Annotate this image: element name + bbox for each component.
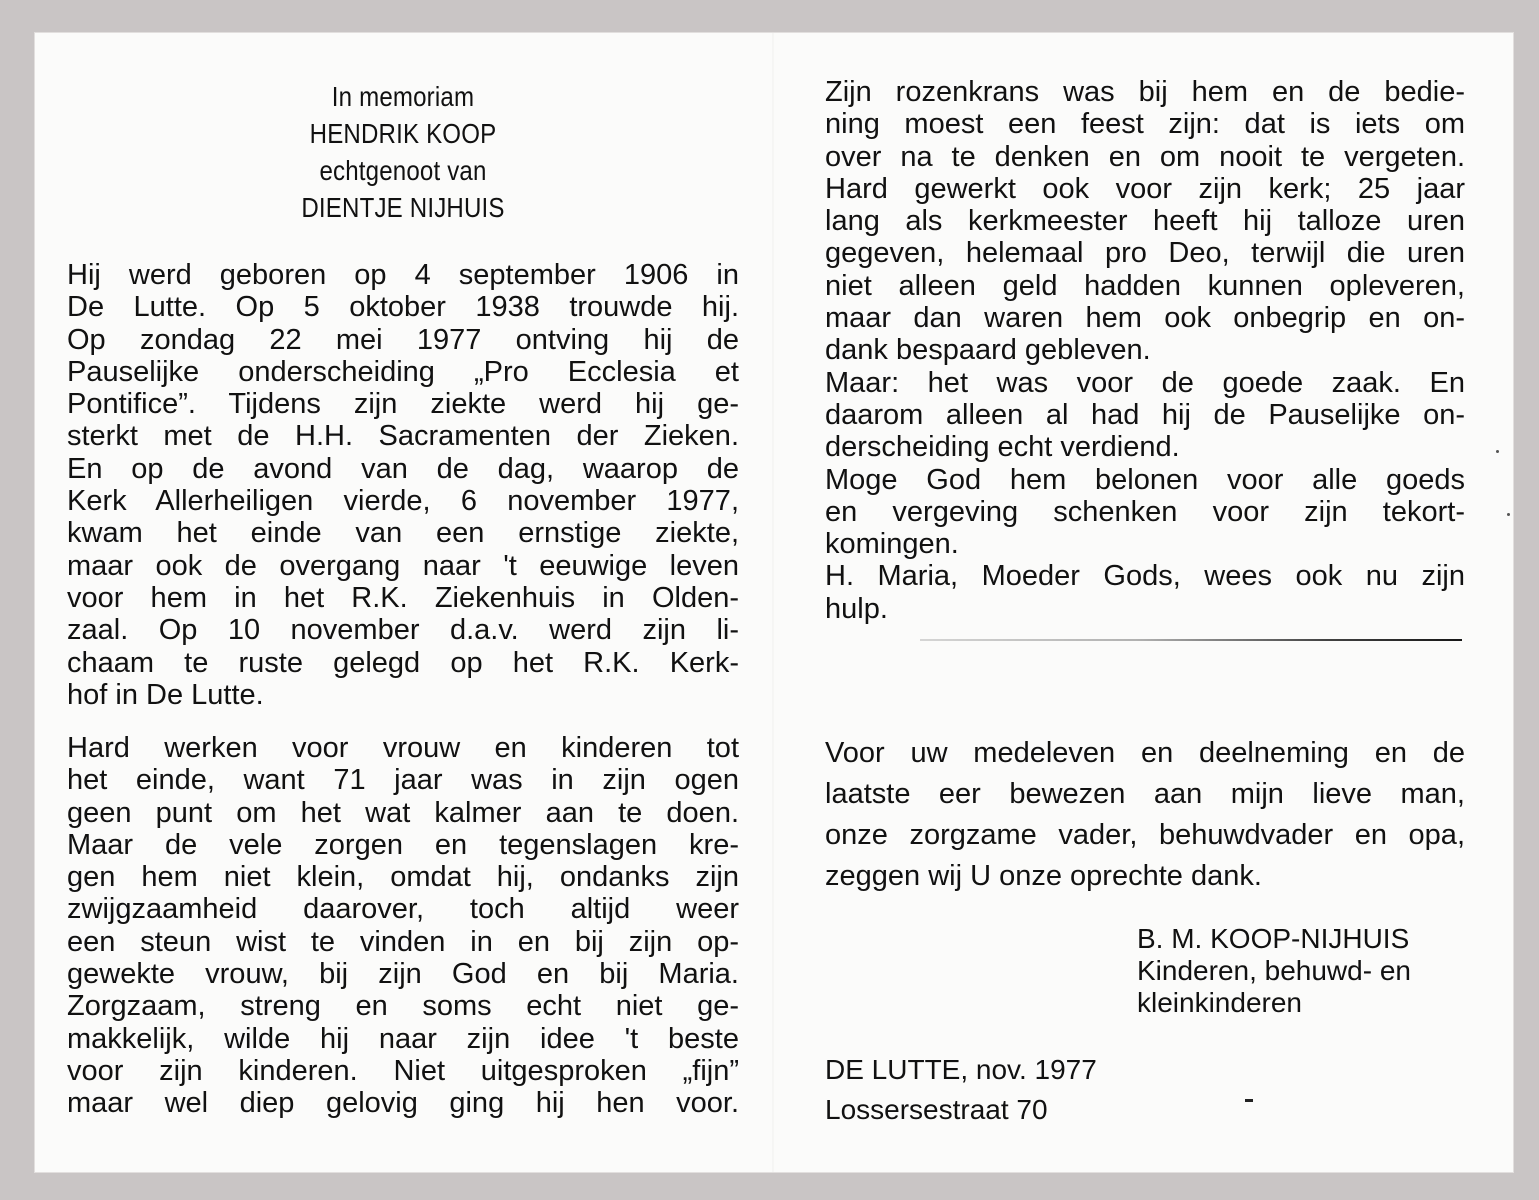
print-mark [1245, 1099, 1253, 1102]
character-paragraph [67, 732, 739, 1120]
thanks-paragraph [825, 733, 1465, 897]
text-line: hof in De Lutte. [67, 678, 264, 711]
text-line: chaam te ruste gelegd op het R.K. Kerk- [67, 646, 739, 679]
text-line: geen punt om het wat kalmer aan te doen. [67, 796, 739, 829]
text-line: gegeven, helemaal pro Deo, terwijl die uren [825, 237, 1465, 270]
faith-paragraph [825, 76, 1465, 625]
text-line: Kerk Allerheiligen vierde, 6 november 1977, [67, 485, 739, 518]
text-line: maar ook de overgang naar 't eeuwige leven [67, 549, 739, 582]
spouse-name: DIENTJE NIJHUIS [301, 192, 505, 223]
text-line: een steun wist te vinden in en bij zijn op- [67, 925, 739, 958]
signature-block [1137, 923, 1477, 1019]
deceased-name: HENDRIK KOOP [309, 118, 497, 149]
text-line: hulp. [825, 592, 888, 625]
text-line: ning moest een feest zijn: dat is iets om [825, 108, 1465, 141]
paper-speck [1507, 513, 1510, 516]
memorial-card [35, 33, 1513, 1172]
text-line: Moge God hem belonen voor alle goeds [825, 463, 1465, 496]
text-line: en vergeving schenken voor zijn tekort- [825, 495, 1465, 528]
heading-title: In memoriam [331, 81, 475, 112]
relation-text: echtgenoot van [319, 155, 487, 186]
text-line: Hard gewerkt ook voor zijn kerk; 25 jaar [825, 172, 1465, 205]
text-line: sterkt met de H.H. Sacramenten der Zieken. [67, 420, 739, 453]
biography-paragraph [67, 259, 739, 711]
text-line: het einde, want 71 jaar was in zijn ogen [67, 764, 739, 797]
signatory-name: B. M. KOOP-NIJHUIS [1137, 923, 1410, 954]
text-line: Hij werd geboren op 4 september 1906 in [67, 259, 739, 291]
text-line: De Lutte. Op 5 oktober 1938 trouwde hij. [67, 291, 739, 324]
text-line: Maar de vele zorgen en tegenslagen kre- [67, 828, 739, 861]
text-line: Zorgzaam, streng en soms echt niet ge- [67, 990, 739, 1023]
signatory-family: Kinderen, behuwd- en [1137, 955, 1411, 986]
text-line: makkelijk, wilde hij naar zijn idee 't beste [67, 1022, 739, 1055]
text-line: maar wel diep gelovig ging hij hen voor. [67, 1087, 739, 1120]
text-line: Pontifice”. Tijdens zijn ziekte werd hij ge- [67, 388, 739, 421]
center-fold [772, 33, 774, 1172]
text-line: gewekte vrouw, bij zijn God en bij Maria. [67, 958, 739, 991]
text-line: Voor uw medeleven en deelneming en de [825, 737, 1465, 769]
place-date: DE LUTTE, nov. 1977 [825, 1054, 1097, 1085]
text-line: niet alleen geld hadden kunnen opleveren, [825, 269, 1465, 302]
text-line: kwam het einde van een ernstige ziekte, [67, 517, 739, 550]
signatory-family: kleinkinderen [1137, 987, 1302, 1018]
text-line: Pauselijke onderscheiding „Pro Ecclesia et [67, 355, 739, 388]
text-line: zaal. Op 10 november d.a.v. werd zijn li- [67, 614, 739, 647]
text-line: komingen. [825, 528, 959, 561]
text-line: dank bespaard gebleven. [825, 334, 1151, 367]
memorial-heading [67, 78, 739, 226]
text-line: En op de avond van de dag, waarop de [67, 452, 739, 485]
text-line: zwijgzaamheid daarover, toch altijd weer [67, 893, 739, 926]
text-line: over na te denken en om nooit te vergeten. [825, 140, 1465, 173]
text-line: laatste eer bewezen aan mijn lieve man, [825, 778, 1465, 810]
text-line: maar dan waren hem ook onbegrip en on- [825, 302, 1465, 335]
separator-line [920, 639, 1462, 641]
text-line: lang als kerkmeester heeft hij talloze uren [825, 205, 1465, 238]
text-line: Maar: het was voor de goede zaak. En [825, 366, 1465, 399]
text-line: Zijn rozenkrans was bij hem en de bedie- [825, 76, 1465, 108]
text-line: onze zorgzame vader, behuwdvader en opa, [825, 819, 1465, 851]
text-line: daarom alleen al had hij de Pauselijke on- [825, 398, 1465, 431]
text-line: derscheiding echt verdiend. [825, 431, 1180, 464]
text-line: voor hem in het R.K. Ziekenhuis in Olden- [67, 581, 739, 614]
text-line: gen hem niet klein, omdat hij, ondanks zijn [67, 861, 739, 894]
street-address: Lossersestraat 70 [825, 1094, 1048, 1125]
text-line: Hard werken voor vrouw en kinderen tot [67, 732, 739, 764]
location-block [825, 1050, 1097, 1130]
text-line: voor zijn kinderen. Niet uitgesproken „fijn” [67, 1054, 739, 1087]
text-line: H. Maria, Moeder Gods, wees ook nu zijn [825, 560, 1465, 593]
paper-speck [1496, 450, 1499, 453]
text-line: zeggen wij U onze oprechte dank. [825, 860, 1262, 892]
text-line: Op zondag 22 mei 1977 ontving hij de [67, 323, 739, 356]
